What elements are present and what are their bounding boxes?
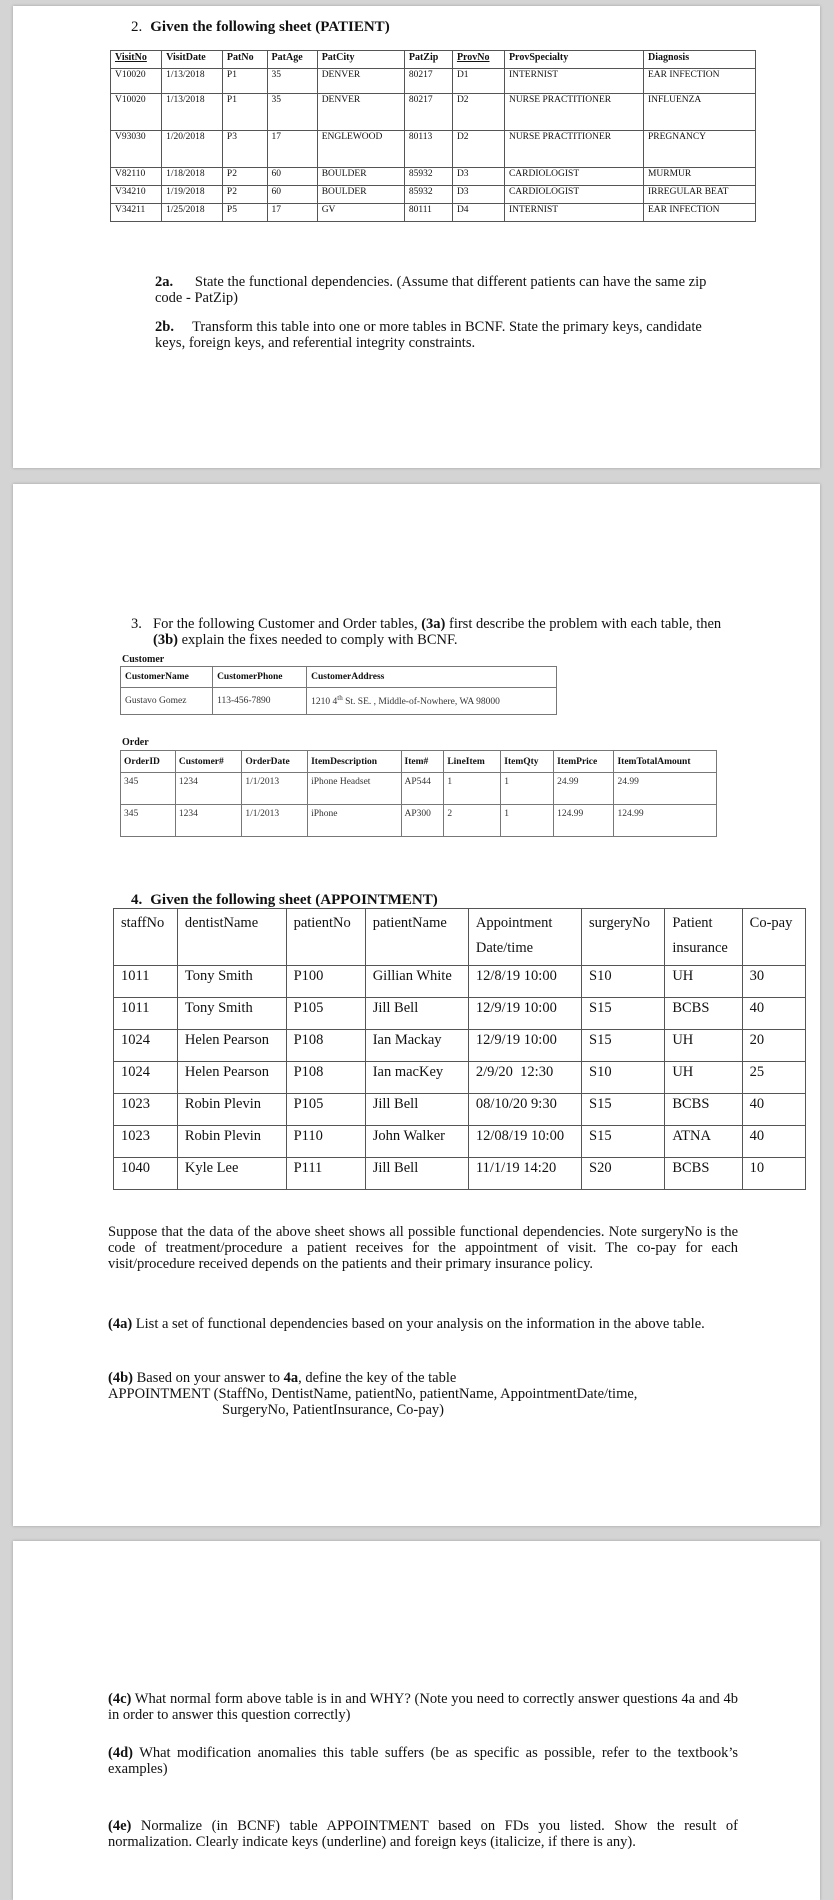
cell: 1023 — [114, 1126, 178, 1158]
patient-table — [110, 50, 756, 222]
q4e-text: Normalize (in BCNF) table APPOINTMENT based on FDs you listed. Show the result of normalization. Clearly indicate keys (underline) and foreign keys (italicize, if there is any). — [108, 1818, 738, 1850]
table-row — [111, 131, 756, 168]
cell: 345 — [121, 805, 176, 837]
cell: AP544 — [401, 773, 444, 805]
cell: S10 — [582, 966, 665, 998]
table-row — [111, 204, 756, 222]
q3b-label: (3b) — [153, 632, 178, 648]
cell: UH — [665, 966, 742, 998]
cell: 12/8/19 10:00 — [468, 966, 581, 998]
cell: UH — [665, 1062, 742, 1094]
q3-text-3: explain the fixes needed to comply with BCNF. — [177, 632, 458, 648]
cell: BOULDER — [317, 168, 404, 186]
cell: 80217 — [404, 69, 452, 94]
cell: Ian Mackay — [365, 1030, 468, 1062]
cell: Kyle Lee — [177, 1158, 286, 1190]
cell: P110 — [286, 1126, 365, 1158]
q2a-label: 2a. — [155, 274, 174, 290]
cell: 85932 — [404, 186, 452, 204]
document-page-1 — [13, 6, 820, 468]
header-line: Patient — [672, 915, 713, 931]
cell: P3 — [222, 131, 267, 168]
cell: DENVER — [317, 69, 404, 94]
q3-paragraph — [131, 616, 731, 648]
cell: EAR INFECTION — [643, 69, 755, 94]
q4d-text: What modification anomalies this table suffers (be as specific as possible, refer to the textbook’s examples) — [108, 1745, 738, 1777]
cell: D2 — [452, 94, 504, 131]
table-row — [111, 69, 756, 94]
header-staffno: staffNo — [114, 909, 178, 966]
cell: Helen Pearson — [177, 1030, 286, 1062]
cell: 12/08/19 10:00 — [468, 1126, 581, 1158]
cell: S15 — [582, 1030, 665, 1062]
cell: 1024 — [114, 1062, 178, 1094]
table-row — [111, 186, 756, 204]
cell: DENVER — [317, 94, 404, 131]
q2a-text: State the functional dependencies. (Assume that different patients can have the same zip code - PatZip) — [155, 274, 707, 306]
q4c-text: What normal form above table is in and WHY? (Note you need to correctly answer questions 4a and 4b in order to answer this question correctly) — [108, 1691, 738, 1723]
cell: 345 — [121, 773, 176, 805]
cell: PREGNANCY — [643, 131, 755, 168]
customer-table — [120, 666, 557, 715]
cell: Jill Bell — [365, 1094, 468, 1126]
table-row — [114, 998, 806, 1030]
cell: 1/13/2018 — [162, 69, 223, 94]
header-lineitem: LineItem — [444, 751, 501, 773]
document-page-3 — [13, 1541, 820, 1900]
customer-address-cell — [307, 688, 557, 715]
cell: NURSE PRACTITIONER — [504, 94, 643, 131]
cell: 24.99 — [614, 773, 717, 805]
cell: 124.99 — [554, 805, 614, 837]
cell: 1/25/2018 — [162, 204, 223, 222]
q4a-paragraph — [108, 1316, 738, 1332]
q3-number: 3. — [131, 616, 142, 632]
cell: 40 — [742, 1126, 805, 1158]
q3-text-2: first describe the problem with each table, then — [445, 616, 722, 632]
cell: Jill Bell — [365, 1158, 468, 1190]
cell: 1/13/2018 — [162, 94, 223, 131]
cell: P108 — [286, 1030, 365, 1062]
cell: 60 — [267, 168, 317, 186]
cell: P1 — [222, 69, 267, 94]
cell: P105 — [286, 1094, 365, 1126]
table-row — [121, 688, 557, 715]
cell: 1 — [501, 805, 554, 837]
cell: P1 — [222, 94, 267, 131]
cell: S15 — [582, 1126, 665, 1158]
cell: 1/18/2018 — [162, 168, 223, 186]
document-page-2 — [13, 484, 820, 1526]
header-patno: PatNo — [222, 51, 267, 69]
q4a-label: (4a) — [108, 1316, 133, 1332]
q4e-label: (4e) — [108, 1818, 132, 1834]
cell: D3 — [452, 186, 504, 204]
cell: 80113 — [404, 131, 452, 168]
cell: 1 — [501, 773, 554, 805]
cell: 1040 — [114, 1158, 178, 1190]
cell: Tony Smith — [177, 966, 286, 998]
table-row — [114, 1126, 806, 1158]
cell: 35 — [267, 69, 317, 94]
q4b-label: (4b) — [108, 1370, 133, 1386]
cell: V82110 — [111, 168, 162, 186]
q4b-ref: 4a — [283, 1370, 299, 1386]
cell: 124.99 — [614, 805, 717, 837]
cell: iPhone — [308, 805, 401, 837]
cell: AP300 — [401, 805, 444, 837]
table-row — [114, 1158, 806, 1190]
cell: BOULDER — [317, 186, 404, 204]
cell: S15 — [582, 998, 665, 1030]
header-appointment-datetime — [468, 909, 581, 966]
cell: Robin Plevin — [177, 1126, 286, 1158]
header-itemqty: ItemQty — [501, 751, 554, 773]
cell: 10 — [742, 1158, 805, 1190]
cell: 1011 — [114, 998, 178, 1030]
header-provno: ProvNo — [452, 51, 504, 69]
cell: 2 — [444, 805, 501, 837]
cell: V34210 — [111, 186, 162, 204]
header-line: insurance — [672, 940, 728, 956]
q4d-label: (4d) — [108, 1745, 133, 1761]
cell: BCBS — [665, 998, 742, 1030]
cell: NURSE PRACTITIONER — [504, 131, 643, 168]
cell: 35 — [267, 94, 317, 131]
header-visitno: VisitNo — [111, 51, 162, 69]
cell: 1024 — [114, 1030, 178, 1062]
cell: P2 — [222, 186, 267, 204]
customer-header-row — [121, 667, 557, 688]
header-customeraddress: CustomerAddress — [307, 667, 557, 688]
cell: ENGLEWOOD — [317, 131, 404, 168]
q4b-text: Based on your answer to — [132, 1370, 284, 1386]
table-row — [114, 1062, 806, 1094]
cell: EAR INFECTION — [643, 204, 755, 222]
q4b-text: , define the key of the table — [298, 1370, 457, 1386]
order-table — [120, 750, 717, 837]
address-part: 1210 4 — [311, 697, 338, 708]
q4b-paragraph — [108, 1370, 748, 1418]
header-patientno: patientNo — [286, 909, 365, 966]
cell: D4 — [452, 204, 504, 222]
header-itemprice: ItemPrice — [554, 751, 614, 773]
table-row — [114, 1094, 806, 1126]
header-diagnosis: Diagnosis — [643, 51, 755, 69]
header-item-no: Item# — [401, 751, 444, 773]
header-copay: Co-pay — [742, 909, 805, 966]
cell: Gustavo Gomez — [121, 688, 213, 715]
cell: 1/1/2013 — [242, 773, 308, 805]
q4-number: 4. — [131, 892, 143, 908]
header-surgeryno: surgeryNo — [582, 909, 665, 966]
q3a-label: (3a) — [421, 616, 446, 632]
cell: V34211 — [111, 204, 162, 222]
cell: P108 — [286, 1062, 365, 1094]
header-patzip: PatZip — [404, 51, 452, 69]
cell: S10 — [582, 1062, 665, 1094]
cell: UH — [665, 1030, 742, 1062]
cell: 60 — [267, 186, 317, 204]
customer-label: Customer — [122, 654, 165, 665]
q4b-relation-line: SurgeryNo, PatientInsurance, Co-pay) — [222, 1402, 445, 1418]
cell: BCBS — [665, 1094, 742, 1126]
header-itemtotalamount: ItemTotalAmount — [614, 751, 717, 773]
q2-number: 2. — [131, 19, 143, 35]
cell: 17 — [267, 131, 317, 168]
q4-heading — [131, 892, 438, 909]
q2b-label: 2b. — [155, 319, 174, 335]
header-orderdate: OrderDate — [242, 751, 308, 773]
cell: 24.99 — [554, 773, 614, 805]
cell: 12/9/19 10:00 — [468, 1030, 581, 1062]
q2b-paragraph — [155, 319, 727, 351]
q4c-label: (4c) — [108, 1691, 132, 1707]
header-itemdescription: ItemDescription — [308, 751, 401, 773]
q2a-paragraph — [155, 274, 727, 306]
header-orderid: OrderID — [121, 751, 176, 773]
q2-heading — [131, 19, 390, 36]
cell: CARDIOLOGIST — [504, 186, 643, 204]
cell: V10020 — [111, 69, 162, 94]
table-row — [114, 966, 806, 998]
q4d-paragraph — [108, 1745, 738, 1777]
header-customername: CustomerName — [121, 667, 213, 688]
q2-title: Given the following sheet (PATIENT) — [150, 19, 390, 35]
cell: 1011 — [114, 966, 178, 998]
q4a-text: List a set of functional dependencies based on your analysis on the information in the above table. — [132, 1316, 705, 1332]
header-customerphone: CustomerPhone — [213, 667, 307, 688]
address-part: St. SE. , Middle-of-Nowhere, WA 98000 — [342, 697, 500, 708]
q4e-paragraph — [108, 1818, 738, 1850]
cell: INTERNIST — [504, 69, 643, 94]
cell: 1/20/2018 — [162, 131, 223, 168]
q4-suppose-paragraph: Suppose that the data of the above sheet shows all possible functional dependencies. Note surgeryNo is the code of treatment/procedure a patient receives for the appointment of visit. The co-pay for each visit/procedure received depends on the patients and their primary insurance policy. — [108, 1224, 738, 1272]
cell: D1 — [452, 69, 504, 94]
cell: P105 — [286, 998, 365, 1030]
cell: 1234 — [175, 773, 241, 805]
cell: 40 — [742, 998, 805, 1030]
cell: 80111 — [404, 204, 452, 222]
cell: Tony Smith — [177, 998, 286, 1030]
header-customer-no: Customer# — [175, 751, 241, 773]
cell: S20 — [582, 1158, 665, 1190]
cell: D3 — [452, 168, 504, 186]
cell: P111 — [286, 1158, 365, 1190]
header-line: Date/time — [475, 940, 534, 956]
q3-text-1: For the following Customer and Order tables, — [153, 616, 422, 632]
header-line: Appointment — [475, 915, 553, 931]
cell: 80217 — [404, 94, 452, 131]
header-provspecialty: ProvSpecialty — [504, 51, 643, 69]
cell: INTERNIST — [504, 204, 643, 222]
cell: 113-456-7890 — [213, 688, 307, 715]
cell: 12/9/19 10:00 — [468, 998, 581, 1030]
cell: Helen Pearson — [177, 1062, 286, 1094]
cell: 40 — [742, 1094, 805, 1126]
q4c-paragraph — [108, 1691, 738, 1723]
cell: 1234 — [175, 805, 241, 837]
cell: V93030 — [111, 131, 162, 168]
cell: CARDIOLOGIST — [504, 168, 643, 186]
header-patient-insurance — [665, 909, 742, 966]
cell: 1023 — [114, 1094, 178, 1126]
cell: 2/9/20 12:30 — [468, 1062, 581, 1094]
cell: 30 — [742, 966, 805, 998]
cell: 85932 — [404, 168, 452, 186]
address-superscript: th — [337, 694, 343, 703]
cell: 08/10/20 9:30 — [468, 1094, 581, 1126]
cell: Ian macKey — [365, 1062, 468, 1094]
cell: BCBS — [665, 1158, 742, 1190]
patient-header-row — [111, 51, 756, 69]
cell: P5 — [222, 204, 267, 222]
cell: John Walker — [365, 1126, 468, 1158]
header-patientname: patientName — [365, 909, 468, 966]
cell: 1/1/2013 — [242, 805, 308, 837]
cell: D2 — [452, 131, 504, 168]
table-row — [121, 773, 717, 805]
cell: GV — [317, 204, 404, 222]
header-patage: PatAge — [267, 51, 317, 69]
table-row — [111, 94, 756, 131]
cell: MURMUR — [643, 168, 755, 186]
appointment-table — [113, 908, 806, 1190]
cell: Robin Plevin — [177, 1094, 286, 1126]
cell: 20 — [742, 1030, 805, 1062]
cell: 11/1/19 14:20 — [468, 1158, 581, 1190]
cell: ATNA — [665, 1126, 742, 1158]
q2b-text: Transform this table into one or more tables in BCNF. State the primary keys, candidate keys, foreign keys, and referential integrity constraints. — [155, 319, 702, 351]
table-row — [121, 805, 717, 837]
order-label: Order — [122, 737, 149, 748]
cell: V10020 — [111, 94, 162, 131]
header-patcity: PatCity — [317, 51, 404, 69]
cell: Gillian White — [365, 966, 468, 998]
q4-title: Given the following sheet (APPOINTMENT) — [150, 892, 438, 908]
cell: INFLUENZA — [643, 94, 755, 131]
cell: Jill Bell — [365, 998, 468, 1030]
cell: 1 — [444, 773, 501, 805]
cell: 25 — [742, 1062, 805, 1094]
order-header-row — [121, 751, 717, 773]
header-dentistname: dentistName — [177, 909, 286, 966]
cell: P2 — [222, 168, 267, 186]
cell: IRREGULAR BEAT — [643, 186, 755, 204]
table-row — [111, 168, 756, 186]
cell: 17 — [267, 204, 317, 222]
q4b-relation-line: APPOINTMENT (StaffNo, DentistName, patientNo, patientName, AppointmentDate/time, — [108, 1386, 638, 1402]
appointment-header-row — [114, 909, 806, 966]
cell: S15 — [582, 1094, 665, 1126]
cell: iPhone Headset — [308, 773, 401, 805]
table-row — [114, 1030, 806, 1062]
cell: P100 — [286, 966, 365, 998]
header-visitdate: VisitDate — [162, 51, 223, 69]
cell: 1/19/2018 — [162, 186, 223, 204]
